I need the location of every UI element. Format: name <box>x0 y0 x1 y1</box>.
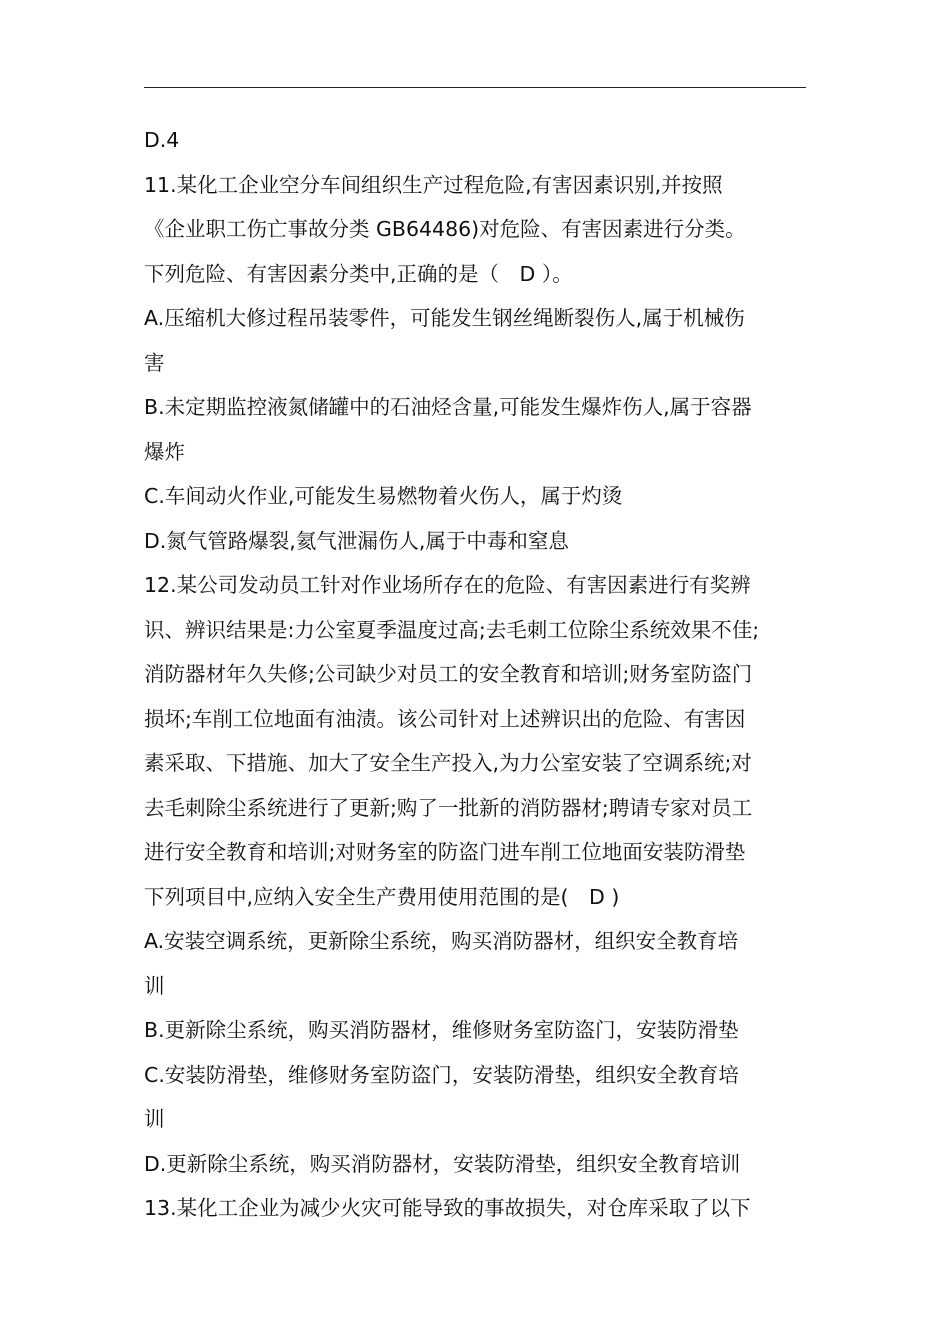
question-12-option-b: B.更新除尘系统，购买消防器材，维修财务室防盗门，安装防滑垫 <box>144 1018 739 1042</box>
question-12-stem: 识、辨识结果是:力公室夏季温度过高;去毛刺工位除尘系统效果不佳; <box>144 617 760 642</box>
question-12-stem: 12.某公司发动员工针对作业场所存在的危险、有害因素进行有奖辨 <box>144 573 751 597</box>
question-11-option-b: 爆炸 <box>144 439 185 464</box>
question-12-stem: 素采取、下措施、加大了安全生产投入,为力公室安装了空调系统;对 <box>144 751 752 775</box>
question-12-stem: 进行安全教育和培训;对财务室的防盗门进车削工位地面安装防滑垫 <box>144 840 746 864</box>
question-12-option-a: A.安装空调系统，更新除尘系统，购买消防器材，组织安全教育培 <box>144 929 739 953</box>
question-12-option-d: D.更新除尘系统，购买消防器材，安装防滑垫，组织安全教育培训 <box>144 1151 741 1176</box>
question-11-stem: 下列危险、有害因素分类中,正确的是（ D ）。 <box>144 261 573 286</box>
question-12-option-c: 训 <box>144 1107 165 1131</box>
question-12-option-a: 训 <box>144 973 165 998</box>
question-12-stem: 去毛刺除尘系统进行了更新;购了一批新的消防器材;聘请专家对员工 <box>144 795 753 820</box>
document-body <box>144 118 808 1231</box>
question-11-stem: 11.某化工企业空分车间组织生产过程危险,有害因素识别,并按照 <box>144 172 723 197</box>
question-12-stem: 损坏;车削工位地面有油渍。该公司针对上述辨识出的危险、有害因 <box>144 706 746 731</box>
question-11-option-b: B.未定期监控液氮储罐中的石油烃含量,可能发生爆炸伤人,属于容器 <box>144 395 752 419</box>
question-13-stem: 13.某化工企业为减少火灾可能导致的事故损失，对仓库采取了以下 <box>144 1196 751 1220</box>
text-line: D.4 <box>144 128 180 152</box>
question-11-option-a: A.压缩机大修过程吊装零件，可能发生钢丝绳断裂伤人,属于机械伤 <box>144 306 745 330</box>
question-12-option-c: C.安装防滑垫，维修财务室防盗门，安装防滑垫，组织安全教育培 <box>144 1062 739 1087</box>
header-rule <box>144 87 806 88</box>
question-11-stem: 《企业职工伤亡事故分类 GB64486)对危险、有害因素进行分类。 <box>144 217 746 241</box>
question-11-option-c: C.车间动火作业,可能发生易燃物着火伤人，属于灼烫 <box>144 484 623 508</box>
question-11-option-d: D.氮气管路爆裂,氦气泄漏伤人,属于中毒和窒息 <box>144 528 569 553</box>
question-12-stem: 下列项目中,应纳入安全生产费用使用范围的是( D ) <box>144 884 620 909</box>
question-12-stem: 消防器材年久失修;公司缺少对员工的安全教育和培训;财务室防盗门 <box>144 662 753 686</box>
question-11-option-a: 害 <box>144 350 165 375</box>
